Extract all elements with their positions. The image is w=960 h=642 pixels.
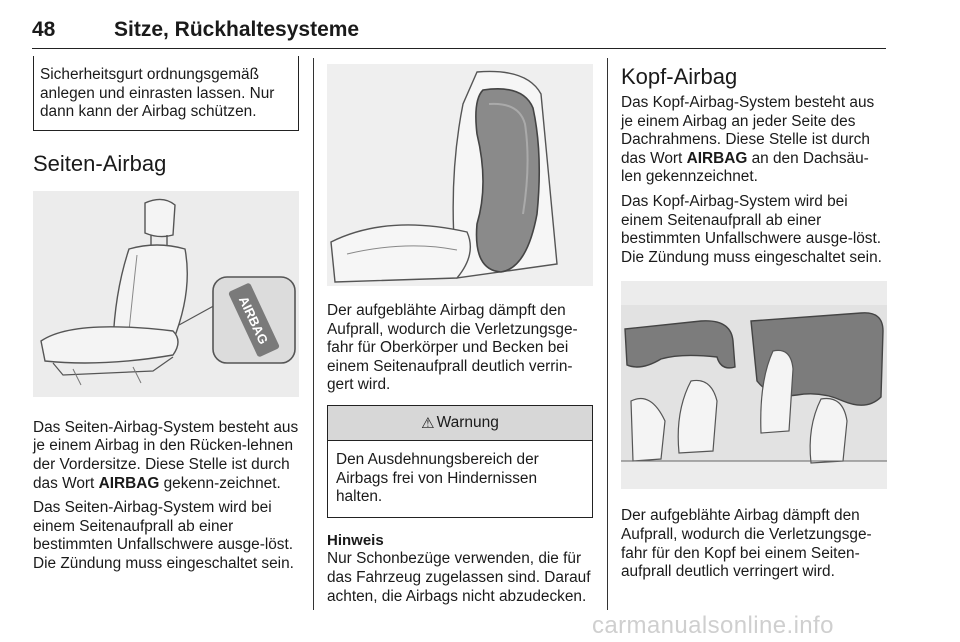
- seat-airbag-inflated-illustration: [327, 64, 593, 286]
- warning-triangle-icon: ⚠: [421, 414, 435, 432]
- inflated-seat-illustration: [327, 64, 593, 286]
- hinweis-heading: Hinweis: [327, 531, 384, 549]
- paragraph-kopf-airbag-2: Das Kopf-Airbag-System wird bei einem Seitenaufprall ab einer bestimmten Unfallschwere ausge-löst. Die Zündung muss eingeschaltet sein.: [621, 192, 882, 266]
- section-heading-seiten-airbag: Seiten-Airbag: [33, 150, 167, 176]
- warning-header: [328, 406, 592, 441]
- airbag-word-bold: AIRBAG: [686, 149, 748, 167]
- warning-text: Den Ausdehnungsbereich der Airbags frei von Hindernissen halten.: [336, 450, 539, 506]
- column-middle: [327, 56, 593, 606]
- column-divider: [607, 58, 608, 610]
- note-text: Sicherheitsgurt ordnungsgemäß anlegen und einrasten lassen. Nur dann kann der Airbag schützen.: [40, 66, 275, 121]
- hinweis-text: Nur Schonbezüge verwenden, die für das Fahrzeug zugelassen sind. Darauf achten, die Airbags nicht abzudecken.: [327, 550, 591, 605]
- watermark: carmanualsonline.info: [592, 612, 834, 639]
- car-interior-illustration: [621, 281, 887, 489]
- paragraph-kopf-airbag-1: Das Kopf-Airbag-System besteht aus je einem Airbag an jeder Seite des Dachrahmens. Diese Stelle ist durch das Wort AIRBAG an den Dachsäu-len gekennzeichnet.: [621, 94, 875, 186]
- warning-box: [327, 405, 593, 518]
- page-number: 48: [32, 18, 56, 41]
- column-left: [33, 56, 299, 574]
- caption-inflated-side-airbag: Der aufgeblähte Airbag dämpft den Aufprall, wodurch die Verletzungsge-fahr für Oberkörper und Becken bei einem Seitenaufprall deutlich verrin-gert wird.: [327, 302, 578, 394]
- page-title: Sitze, Rückhaltesysteme: [114, 18, 360, 41]
- seat-airbag-illustration: [33, 191, 299, 397]
- paragraph-seiten-airbag-1: Das Seiten-Airbag-System besteht aus je einem Airbag in den Rücken-lehnen der Vordersitze. Diese Stelle ist durch das Wort AIRBAG gekenn-zeichnet.: [33, 418, 299, 492]
- page-header: [32, 12, 886, 49]
- paragraph-seiten-airbag-2: Das Seiten-Airbag-System wird bei einem Seitenaufprall ab einer bestimmten Unfallschwere ausge-löst. Die Zündung muss eingeschaltet sein.: [33, 499, 294, 572]
- column-right: [621, 56, 887, 582]
- airbag-word-bold: AIRBAG: [98, 474, 160, 492]
- seat-illustration: [33, 191, 299, 397]
- column-divider: [313, 58, 314, 610]
- note-box: [33, 56, 299, 131]
- warning-body: [328, 441, 592, 517]
- section-heading-kopf-airbag: Kopf-Airbag: [621, 64, 738, 89]
- warning-title: Warnung: [436, 413, 499, 431]
- airbag-label-tag: AIRBAG: [235, 293, 272, 347]
- caption-inflated-head-airbag: Der aufgeblähte Airbag dämpft den Aufprall, wodurch die Verletzungsge-fahr für den Kopf bei einem Seiten-aufprall deutlich verringert wird.: [621, 507, 872, 581]
- curtain-airbag-illustration: [621, 281, 887, 489]
